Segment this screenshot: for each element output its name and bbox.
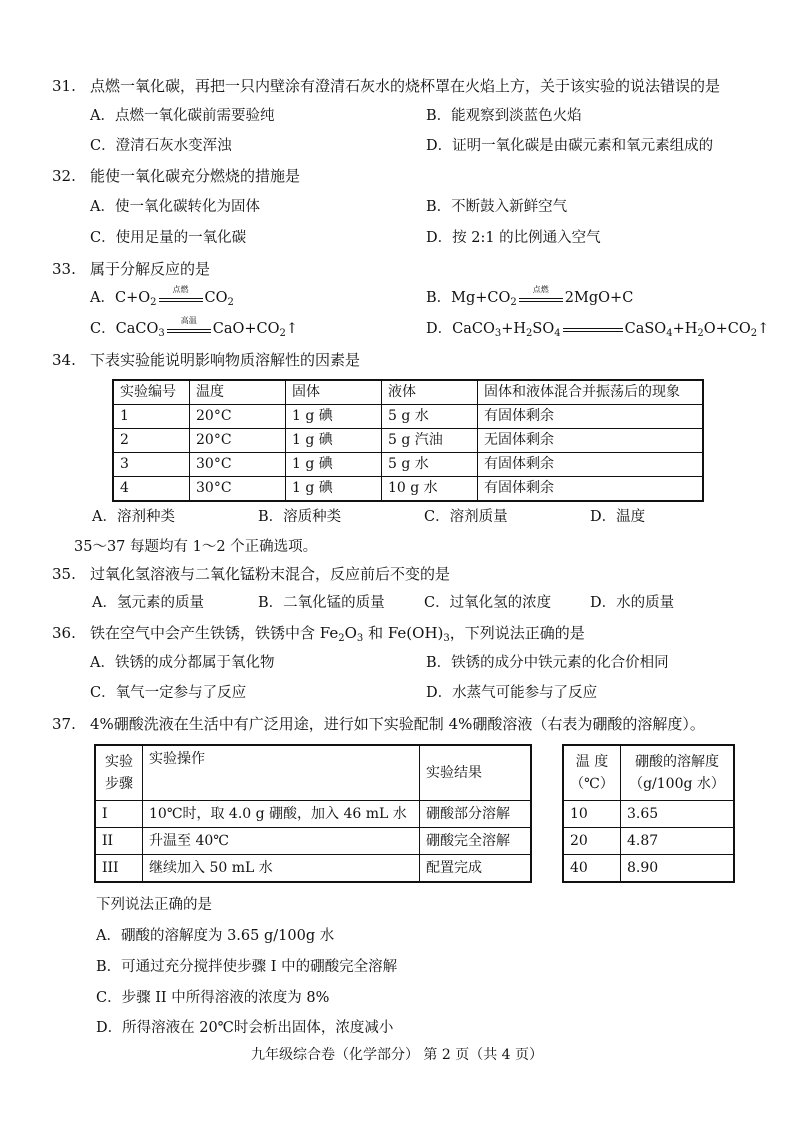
- q35-option-d: D．水的质量: [590, 595, 675, 611]
- question-text: 能使一氧化碳充分燃烧的措施是: [90, 167, 301, 185]
- q37-option-a: A．硼酸的溶解度为 3.65 g/100g 水: [96, 928, 335, 944]
- q37-solubility-table: [562, 744, 735, 883]
- q36-option-d: D．水蒸气可能参与了反应: [426, 685, 598, 701]
- table-row: [113, 429, 703, 453]
- q33-option-a: A．$C+O_2$ 点燃 $CO_2$: [90, 285, 234, 308]
- q31-option-b: B．能观察到淡蓝色火焰: [426, 108, 582, 124]
- q34-option-b: B．溶质种类: [258, 509, 342, 525]
- question-text: 点燃一氧化碳，再把一只内壁涂有澄清石灰水的烧杯罩在火焰上方，关于该实验的说法错误的是: [90, 77, 721, 95]
- table-header-cell: 实验结果: [420, 745, 532, 801]
- table-row: [95, 801, 531, 828]
- table-cell: 5 g 水: [382, 405, 478, 429]
- table-cell: 10: [563, 801, 621, 828]
- question-37-stem: [52, 714, 705, 734]
- page-footer: 九年级综合卷（化学部分） 第 2 页（共 4 页）: [250, 1047, 544, 1063]
- q32-option-c: C．使用足量的一氧化碳: [90, 230, 247, 246]
- question-number: 31.: [52, 77, 76, 95]
- table-cell: 3.65: [621, 801, 735, 828]
- q37-sub-stem: 下列说法正确的是: [96, 897, 212, 913]
- q37-option-b: B．可通过充分搅拌使步骤 I 中的硼酸完全溶解: [96, 959, 398, 975]
- table-header-cell: 硼酸的溶解度 （g/100g 水）: [621, 745, 735, 801]
- q35-option-c: C．过氧化氢的浓度: [424, 595, 552, 611]
- table-cell: 8.90: [621, 855, 735, 883]
- table-cell: 30°C: [190, 477, 286, 502]
- q33-option-c: C．CaCO$_3$ 高温 $CaO+CO_2↑$: [90, 316, 299, 339]
- table-row: [563, 828, 734, 855]
- table-row: [113, 453, 703, 477]
- question-number: 33.: [52, 260, 76, 278]
- q33-option-b: B．$Mg+CO_2$ 点燃 2MgO+C: [426, 285, 634, 308]
- table-header-cell: 温度: [190, 380, 286, 405]
- table-header-cell: 温 度 （℃）: [563, 745, 621, 801]
- question-number: 35.: [52, 565, 76, 583]
- question-number: 32.: [52, 167, 76, 185]
- table-cell: 4.87: [621, 828, 735, 855]
- table-cell: 20°C: [190, 405, 286, 429]
- q32-option-a: A．使一氧化碳转化为固体: [90, 199, 260, 215]
- table-cell: II: [95, 828, 143, 855]
- q37-procedure-table: [94, 744, 532, 883]
- table-cell: I: [95, 801, 143, 828]
- question-text: 属于分解反应的是: [90, 260, 211, 278]
- q32-option-b: B．不断鼓入新鲜空气: [426, 199, 568, 215]
- q34-option-d: D．温度: [590, 509, 646, 525]
- question-32-stem: [52, 166, 300, 186]
- table-cell: III: [95, 855, 143, 883]
- question-number: 34.: [52, 351, 76, 369]
- table-cell: 40: [563, 855, 621, 883]
- table-row: [113, 405, 703, 429]
- q34-option-a: A．溶剂种类: [92, 509, 175, 525]
- table-cell: 30°C: [190, 453, 286, 477]
- table-cell: 20: [563, 828, 621, 855]
- table-row: [563, 855, 734, 883]
- table-header-row: [113, 380, 703, 405]
- table-cell: 1 g 碘: [286, 477, 382, 502]
- table-cell: 10 g 水: [382, 477, 478, 502]
- question-number: 36.: [52, 624, 76, 642]
- table-header-cell: 实验操作: [143, 745, 420, 801]
- q37-option-c: C．步骤 II 中所得溶液的浓度为 8%: [96, 990, 330, 1006]
- table-cell: 继续加入 50 mL 水: [143, 855, 420, 883]
- table-cell: 有固体剩余: [478, 477, 704, 502]
- q36-option-a: A．铁锈的成分都属于氧化物: [90, 655, 275, 671]
- q34-option-c: C．溶剂质量: [424, 509, 508, 525]
- table-cell: 有固体剩余: [478, 405, 704, 429]
- q31-option-a: A．点燃一氧化碳前需要验纯: [90, 108, 275, 124]
- reaction-condition-arrow: 高温: [167, 321, 211, 337]
- q35-option-a: A．氢元素的质量: [92, 595, 204, 611]
- table-cell: 5 g 汽油: [382, 429, 478, 453]
- table-cell: 1: [113, 405, 190, 429]
- question-text: 4%硼酸洗液在生活中有广泛用途，进行如下实验配制 4%硼酸溶液（右表为硼酸的溶解度）。: [90, 715, 705, 733]
- table-cell: 有固体剩余: [478, 453, 704, 477]
- reaction-condition-arrow: 点燃: [159, 290, 203, 306]
- table-cell: 1 g 碘: [286, 429, 382, 453]
- question-36-stem: 36. 铁在空气中会产生铁锈，铁锈中含 $Fe_2O_3$ 和 $Fe(OH)_3$，下列说法正确的是: [52, 624, 585, 644]
- question-33-stem: [52, 259, 210, 279]
- table-row: [563, 801, 734, 828]
- q31-option-d: D．证明一氧化碳是由碳元素和氧元素组成的: [426, 138, 714, 154]
- q31-option-c: C．澄清石灰水变浑浊: [90, 138, 232, 154]
- table-cell: 1 g 碘: [286, 453, 382, 477]
- equals-sign: [563, 321, 623, 337]
- q35-option-b: B．二氧化锰的质量: [258, 595, 385, 611]
- table-cell: 硼酸部分溶解: [420, 801, 532, 828]
- table-cell: 5 g 水: [382, 453, 478, 477]
- question-35-stem: [52, 564, 450, 584]
- table-header-cell: 液体: [382, 380, 478, 405]
- table-row: [95, 828, 531, 855]
- question-number: 37.: [52, 715, 76, 733]
- table-row: [95, 855, 531, 883]
- table-header-cell: 实验编号: [113, 380, 190, 405]
- table-cell: 2: [113, 429, 190, 453]
- q37-option-d: D．所得溶液在 20℃时会析出固体，浓度减小: [96, 1020, 394, 1036]
- question-text: 下表实验能说明影响物质溶解性的因素是: [90, 351, 361, 369]
- question-text: 过氧化氢溶液与二氧化锰粉末混合，反应前后不变的是: [90, 565, 451, 583]
- table-header-cell: 固体和液体混合并振荡后的现象: [478, 380, 704, 405]
- table-cell: 3: [113, 453, 190, 477]
- table-cell: 4: [113, 477, 190, 502]
- q36-option-b: B．铁锈的成分中铁元素的化合价相同: [426, 655, 669, 671]
- table-cell: 无固体剩余: [478, 429, 704, 453]
- table-cell: 10℃时，取 4.0 g 硼酸，加入 46 mL 水: [143, 801, 420, 828]
- question-34-stem: [52, 350, 360, 370]
- q33-option-d: D．$CaCO_3+H_2SO_4$ $CaSO_4+H_2O+CO_2↑$: [426, 321, 770, 339]
- table-header-cell: 固体: [286, 380, 382, 405]
- reaction-condition-arrow: 点燃: [519, 290, 563, 306]
- q32-option-d: D．按 2:1 的比例通入空气: [426, 230, 601, 246]
- table-cell: 硼酸完全溶解: [420, 828, 532, 855]
- section-note: 35～37 每题均有 1～2 个正确选项。: [74, 539, 318, 555]
- table-header-cell: 实验 步骤: [95, 745, 143, 801]
- table-cell: 升温至 40℃: [143, 828, 420, 855]
- table-header-row: [563, 745, 734, 801]
- q34-experiment-table: [112, 379, 704, 502]
- table-row: [113, 477, 703, 502]
- question-31-stem: [52, 76, 720, 96]
- table-cell: 1 g 碘: [286, 405, 382, 429]
- table-cell: 配置完成: [420, 855, 532, 883]
- table-header-row: [95, 745, 531, 801]
- table-cell: 20°C: [190, 429, 286, 453]
- q36-option-c: C．氧气一定参与了反应: [90, 685, 247, 701]
